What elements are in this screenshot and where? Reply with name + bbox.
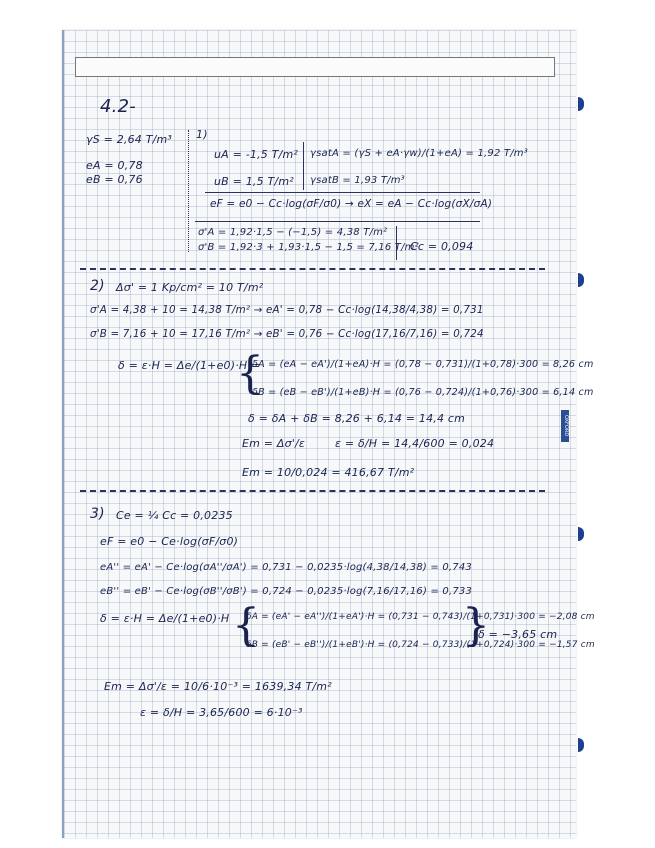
part2-delta-def: δ = ε·H = Δe/(1+e0)·H = <box>118 359 261 372</box>
brace: { <box>232 600 260 651</box>
underline <box>195 221 480 222</box>
binder-hole <box>578 738 584 752</box>
section-separator <box>80 490 545 492</box>
part1-cc: Cc = 0,094 <box>410 240 474 253</box>
part2-delta-sigma: Δσ' = 1 Kp/cm² = 10 T/m² <box>116 281 264 294</box>
binder-hole <box>578 97 584 111</box>
part3-delta-a: δA = (eA' − eA'')/(1+eA')·H = (0,731 − 0,743)/(1+0,731)·300 = −2,08 cm <box>246 612 595 622</box>
part3-delta-b: δB = (eB' − eB'')/(1+eB')·H = (0,724 − 0,733)/(1+0,724)·300 = −1,57 cm <box>246 640 595 650</box>
margin-divider <box>188 130 189 252</box>
brace: } <box>462 600 490 651</box>
binder-hole <box>578 273 584 287</box>
part2-line-a: σ'A = 4,38 + 10 = 14,38 T/m² → eA' = 0,78 − Cc·log(14,38/4,38) = 0,731 <box>90 304 484 316</box>
header-box <box>75 57 555 77</box>
part3-delta-total: δ = −3,65 cm <box>478 628 558 641</box>
part3-label: 3) <box>90 506 105 522</box>
section-separator <box>80 268 545 270</box>
part1-u-b: uB = 1,5 T/m² <box>214 175 294 188</box>
part2-delta-b: δB = (eB − eB')/(1+eB)·H = (0,76 − 0,724)/(1+0,76)·300 = 6,14 cm <box>252 387 594 398</box>
part3-law: eF = e0 − Ce·log(σF/σ0) <box>100 535 239 548</box>
underline <box>205 192 480 193</box>
part3-delta-def: δ = ε·H = Δe/(1+e0)·H <box>100 612 230 625</box>
divider <box>396 226 397 260</box>
part1-sigma-a: σ'A = 1,92·1,5 − (−1,5) = 4,38 T/m² <box>198 227 388 238</box>
part1-gamma-sat-b: γsatB = 1,93 T/m³ <box>310 175 405 186</box>
given-gamma-s: γS = 2,64 T/m³ <box>86 133 173 146</box>
part3-em: Em = Δσ'/ε = 10/6·10⁻³ = 1639,34 T/m² <box>104 680 332 693</box>
given-e-b: eB = 0,76 <box>86 173 143 186</box>
divider <box>303 142 304 190</box>
brand-label: OXFORD <box>561 410 569 442</box>
part2-line-b: σ'B = 7,16 + 10 = 17,16 T/m² → eB' = 0,76 − Cc·log(17,16/7,16) = 0,724 <box>90 328 484 340</box>
part2-em-def: Em = Δσ'/ε <box>242 437 306 450</box>
part1-u-a: uA = -1,5 T/m² <box>214 148 299 161</box>
page-title: 4.2- <box>100 96 136 117</box>
part2-delta-a: δA = (eA − eA')/(1+eA)·H = (0,78 − 0,731)/(1+0,78)·300 = 8,26 cm <box>252 359 594 370</box>
given-e-a: eA = 0,78 <box>86 159 143 172</box>
part2-em-value: Em = 10/0,024 = 416,67 T/m² <box>242 466 415 479</box>
part1-label: 1) <box>196 128 208 141</box>
part1-sigma-b: σ'B = 1,92·3 + 1,93·1,5 − 1,5 = 7,16 T/m² <box>198 242 419 253</box>
part1-law: eF = e0 − Cc·log(σF/σ0) → eX = eA − Cc·log(σX/σA) <box>210 198 493 210</box>
part1-gamma-sat-a: γsatA = (γS + eA·γw)/(1+eA) = 1,92 T/m³ <box>310 148 528 159</box>
brace: { <box>236 348 264 399</box>
part2-eps: ε = δ/H = 14,4/600 = 0,024 <box>335 437 495 450</box>
binder-hole <box>578 527 584 541</box>
part3-eb: eB'' = eB' − Ce·log(σB''/σB') = 0,724 − 0,0235·log(7,16/17,16) = 0,733 <box>100 586 473 597</box>
part2-delta-total: δ = δA + δB = 8,26 + 6,14 = 14,4 cm <box>248 412 466 425</box>
part3-ce: Ce = ¼ Cc = 0,0235 <box>116 509 233 522</box>
part3-eps: ε = δ/H = 3,65/600 = 6·10⁻³ <box>140 706 303 719</box>
part3-ea: eA'' = eA' − Ce·log(σA''/σA') = 0,731 − 0,0235·log(4,38/14,38) = 0,743 <box>100 562 472 573</box>
part2-label: 2) <box>90 278 105 294</box>
